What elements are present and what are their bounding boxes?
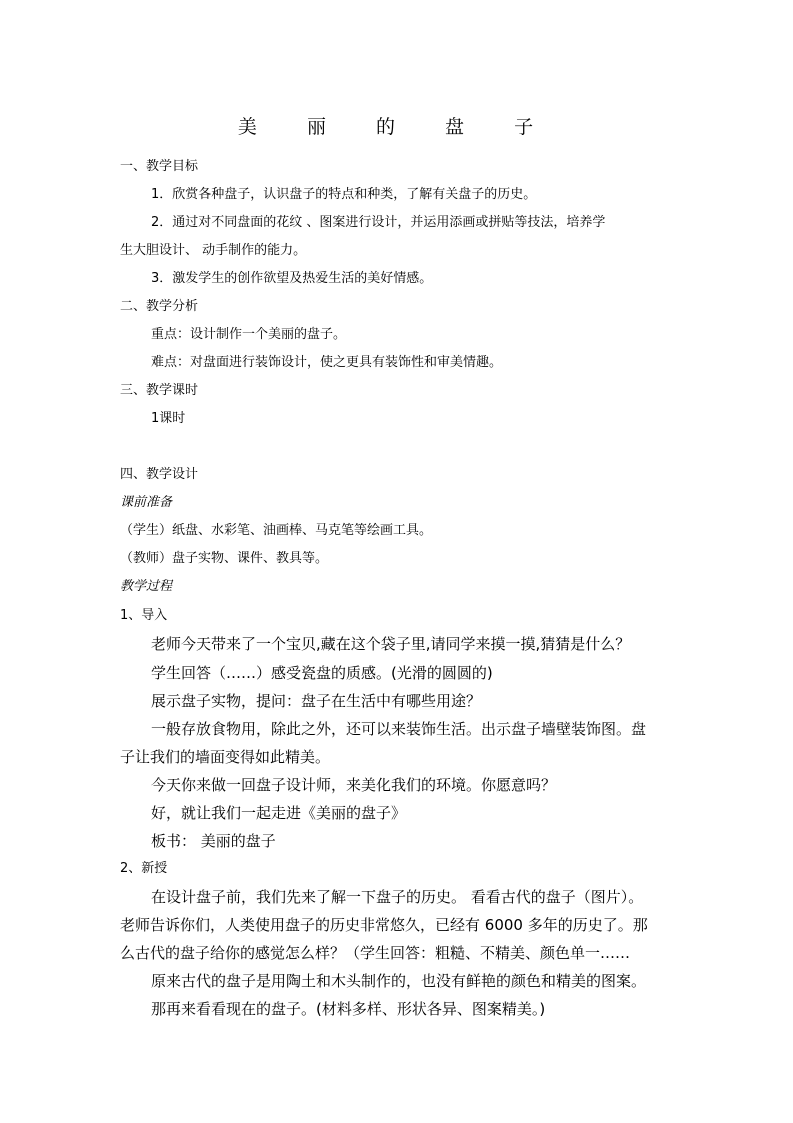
intro-line: 学生回答（……）感受瓷盘的质感。(光滑的圆圆的) bbox=[151, 664, 493, 682]
intro-line: 一般存放食物用，除此之外，还可以来装饰生活。出示盘子墙壁装饰图。盘 bbox=[151, 720, 647, 738]
hours-value: 1课时 bbox=[151, 411, 186, 426]
prep-heading: 课前准备 bbox=[120, 495, 173, 510]
goal-item-2: 2．通过对不同盘面的花纹 、图案进行设计，并运用添画或拼贴等技法，培养学 bbox=[151, 215, 606, 230]
section-heading-hours: 三、教学课时 bbox=[120, 383, 199, 398]
process-heading: 教学过程 bbox=[120, 579, 173, 594]
section-heading-goals: 一、教学目标 bbox=[120, 159, 199, 174]
intro-line: 展示盘子实物，提问：盘子在生活中有哪些用途？ bbox=[151, 692, 482, 710]
analysis-difficulty: 难点：对盘面进行装饰设计，使之更具有装饰性和审美情趣。 bbox=[151, 355, 503, 370]
intro-line: 今天你来做一回盘子设计师，来美化我们的环境。你愿意吗？ bbox=[151, 776, 557, 794]
intro-line: 好，就让我们一起走进《美丽的盘子》 bbox=[151, 804, 407, 822]
new-line: 老师告诉你们，人类使用盘子的历史非常悠久，已经有 6000 多年的历史了。那 bbox=[120, 916, 648, 934]
prep-teacher: （教师）盘子实物、课件、教具等。 bbox=[120, 551, 329, 566]
section-heading-analysis: 二、教学分析 bbox=[120, 299, 199, 314]
step-intro-heading: 1、导入 bbox=[120, 608, 168, 623]
goal-item-3: 3．激发学生的创作欲望及热爱生活的美好情感。 bbox=[151, 271, 433, 286]
goal-item-1: 1．欣赏各种盘子，认识盘子的特点和种类，了解有关盘子的历史。 bbox=[151, 187, 537, 202]
page-title: 美 丽 的 盘 子 bbox=[237, 116, 556, 138]
intro-line: 板书： 美丽的盘子 bbox=[151, 832, 276, 850]
analysis-key-point: 重点：设计制作一个美丽的盘子。 bbox=[151, 327, 347, 342]
new-line: 么古代的盘子给你的感觉怎么样？（学生回答：粗糙、不精美、颜色单一…… bbox=[120, 944, 631, 962]
new-line: 那再来看看现在的盘子。(材料多样、形状各异、图案精美。) bbox=[151, 1000, 546, 1018]
new-line: 在设计盘子前，我们先来了解一下盘子的历史。 看看古代的盘子（图片）。 bbox=[151, 888, 644, 906]
step-new-heading: 2、新授 bbox=[120, 861, 168, 876]
intro-line: 老师今天带来了一个宝贝,藏在这个袋子里,请同学来摸一摸,猜猜是什么？ bbox=[151, 635, 631, 653]
prep-students: （学生）纸盘、水彩笔、油画棒、马克笔等绘画工具。 bbox=[120, 523, 433, 538]
section-heading-design: 四、教学设计 bbox=[120, 467, 199, 482]
intro-line: 子让我们的墙面变得如此精美。 bbox=[120, 748, 331, 766]
goal-item-2-continued: 生大胆设计、 动手制作的能力。 bbox=[120, 243, 307, 258]
new-line: 原来古代的盘子是用陶土和木头制作的，也没有鲜艳的颜色和精美的图案。 bbox=[151, 972, 647, 990]
